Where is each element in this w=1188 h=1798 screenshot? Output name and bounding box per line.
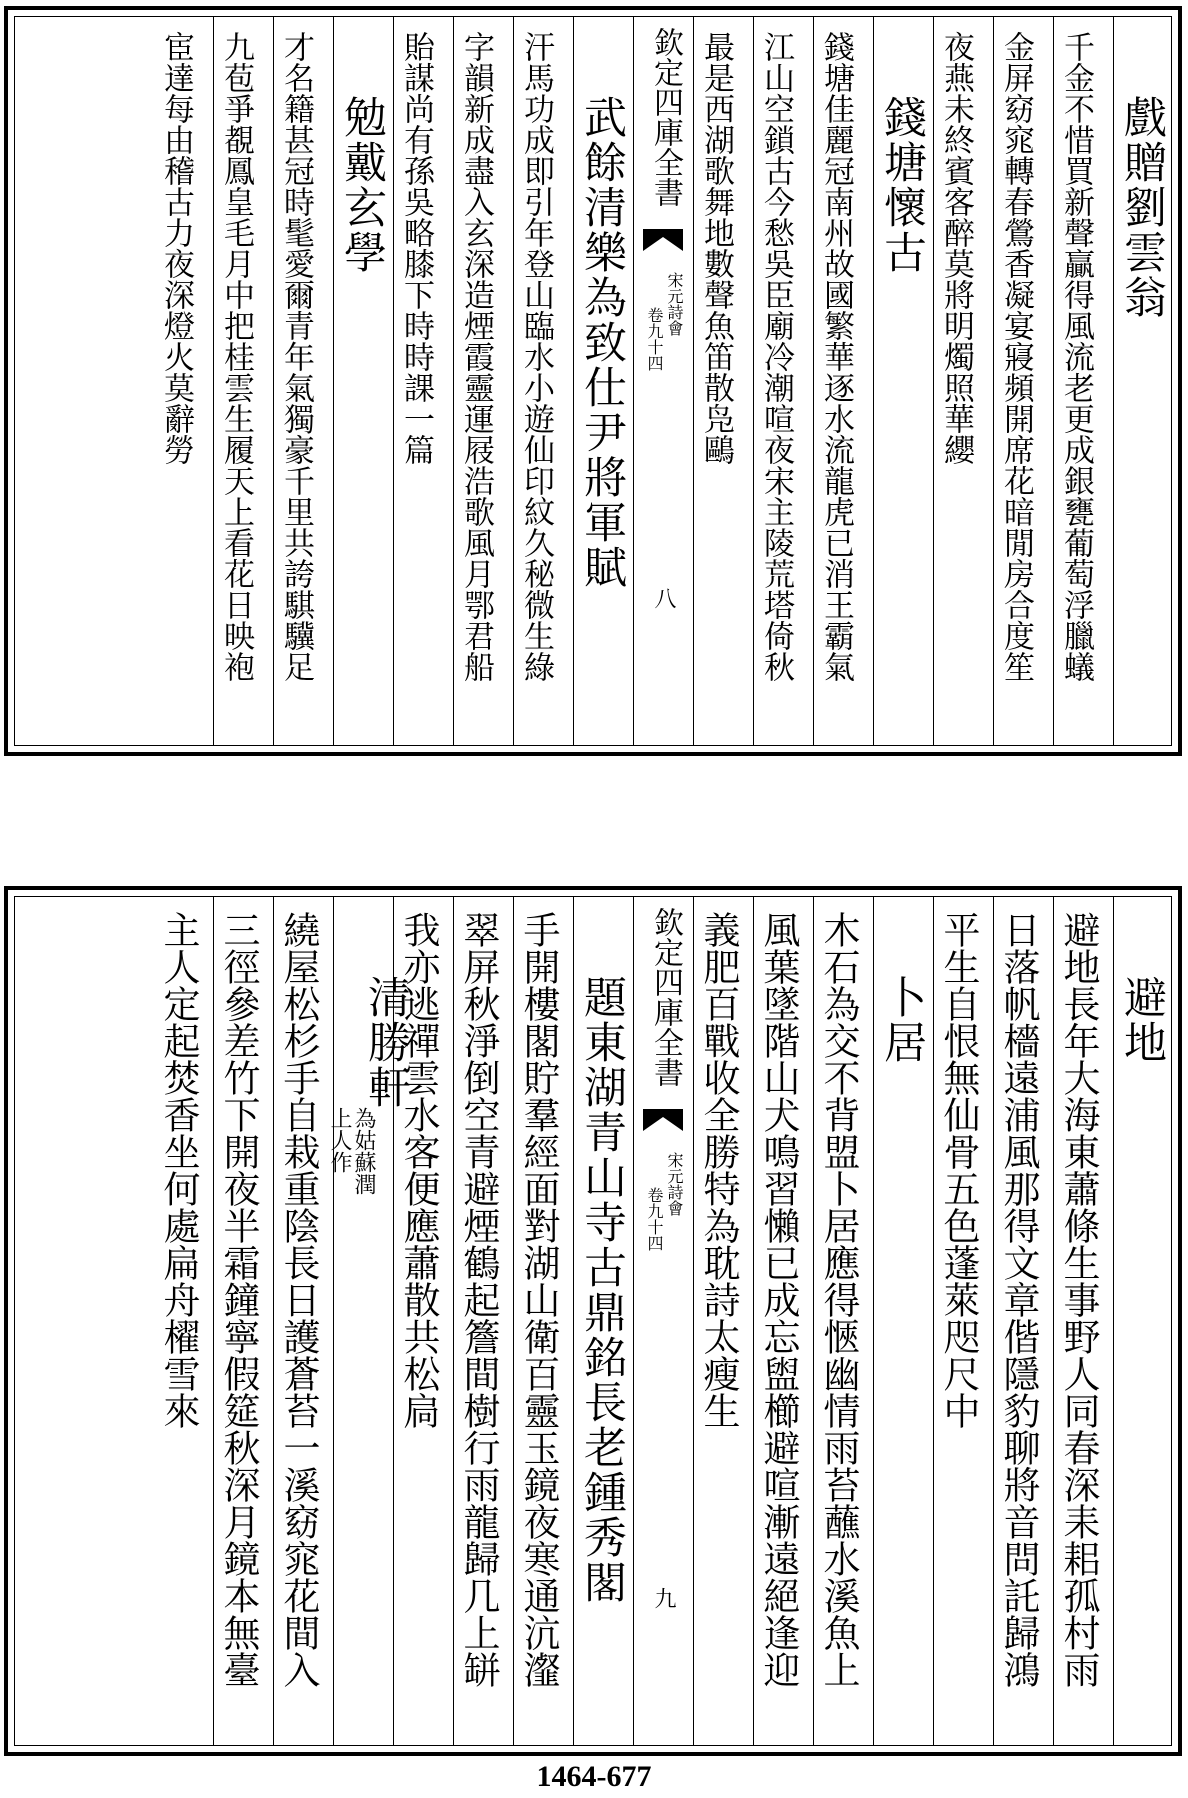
- poem-line: 我亦逃禪雲水客便應蕭散共松扃: [397, 911, 440, 1429]
- bottom-page: [0, 880, 1188, 1780]
- poem-line: 金屏窈窕轉春鶯香凝宴寢頻開席花暗閒房合度笙: [998, 31, 1034, 682]
- poem-line: 三徑參差竹下開夜半霜鐘寧假筵秋深月鏡本無臺: [217, 911, 260, 1688]
- page-number: 1464-677: [536, 1760, 652, 1793]
- center-title: 欽定四庫全書: [648, 27, 683, 207]
- center-volume: 卷九十四: [645, 1187, 664, 1251]
- poem-line: 字韻新成盡入玄深造煙霞靈運屐浩歌風月鄂君船: [458, 31, 494, 682]
- poem-line: 手開樓閣貯羣經面對湖山衛百靈玉鏡夜寒通沆瀣: [517, 911, 560, 1688]
- poem-line: 最是西湖歌舞地數聲魚笛散凫鷗: [698, 31, 734, 465]
- poem-line: 才名籍甚冠時髦愛爾青年氣獨豪千里共誇騏驥足: [278, 31, 314, 682]
- poem-line: 九苞爭覩鳳皇毛月中把桂雲生履天上看花日映袍: [218, 31, 254, 682]
- poem-line: 繞屋松杉手自栽重陰長日護蒼苔一溪窈窕花間入: [277, 911, 320, 1688]
- poem-line: 義肥百戰收全勝特為耽詩太瘦生: [697, 911, 740, 1429]
- poem-line: 平生自恨無仙骨五色蓬萊咫尺中: [937, 911, 980, 1429]
- title-annotation: 為姑蘇潤: [351, 1107, 376, 1195]
- top-page: [0, 0, 1188, 760]
- poem-line: 千金不惜買新聲贏得風流老更成銀甕葡萄浮臘蟻: [1058, 31, 1094, 682]
- poem-line: 貽謀尚有孫吳略膝下時時課一篇: [398, 31, 434, 465]
- poem-title: 避地: [1117, 975, 1167, 1065]
- poem-line: 風葉墜階山犬鳴習懶已成忘盥櫛避喧漸遠絕逢迎: [757, 911, 800, 1688]
- poem-line: 避地長年大海東蕭條生事野人同春深耒耜孤村雨: [1057, 911, 1100, 1688]
- poem-title: 錢塘懷古: [877, 95, 927, 275]
- center-book-title: 宋元詩會: [665, 1152, 684, 1216]
- poem-line: 翠屏秋淨倒空青避煙鶴起簷間樹行雨龍歸几上缾: [457, 911, 500, 1688]
- poem-title: 清勝軒: [361, 975, 411, 1110]
- poem-line: 宦達每由稽古力夜深燈火莫辭勞: [158, 31, 194, 465]
- center-title: 欽定四庫全書: [648, 907, 683, 1087]
- poem-title: 勉戴玄學: [337, 95, 387, 275]
- poem-line: 汗馬功成即引年登山臨水小遊仙印紋久秘微生綠: [518, 31, 554, 682]
- fishtail-mark-icon: [643, 1109, 683, 1131]
- poem-line: 江山空鎖古今愁吳臣廟冷潮喧夜宋主陵荒塔倚秋: [758, 31, 794, 682]
- poem-line: 木石為交不背盟卜居應得愜幽情雨苔蘸水溪魚上: [817, 911, 860, 1688]
- center-page-number: 八: [651, 587, 676, 609]
- top-inner-frame: [14, 16, 1172, 746]
- poem-line: 夜燕未終賓客醉莫將明燭照華纓: [938, 31, 974, 465]
- poem-title: 武餘清樂為致仕尹將軍賦: [577, 95, 627, 590]
- title-annotation: 上人作: [327, 1107, 352, 1173]
- fishtail-mark-icon: [643, 229, 683, 251]
- center-page-number: 九: [651, 1587, 676, 1609]
- center-book-title: 宋元詩會: [665, 272, 684, 336]
- poem-line: 日落帆檣遠浦風那得文章偕隱豹聊將音問託歸鴻: [997, 911, 1040, 1688]
- poem-title: 卜居: [877, 975, 927, 1065]
- poem-line: 錢塘佳麗冠南州故國繁華逐水流龍虎已消王霸氣: [818, 31, 854, 682]
- poem-title: 題東湖青山寺古鼎銘長老鍾秀閣: [577, 975, 627, 1605]
- center-volume: 卷九十四: [645, 307, 664, 371]
- poem-title: 戲贈劉雲翁: [1117, 95, 1167, 320]
- poem-line: 主人定起焚香坐何處扁舟櫂雪來: [157, 911, 200, 1429]
- bottom-inner-frame: [14, 896, 1172, 1746]
